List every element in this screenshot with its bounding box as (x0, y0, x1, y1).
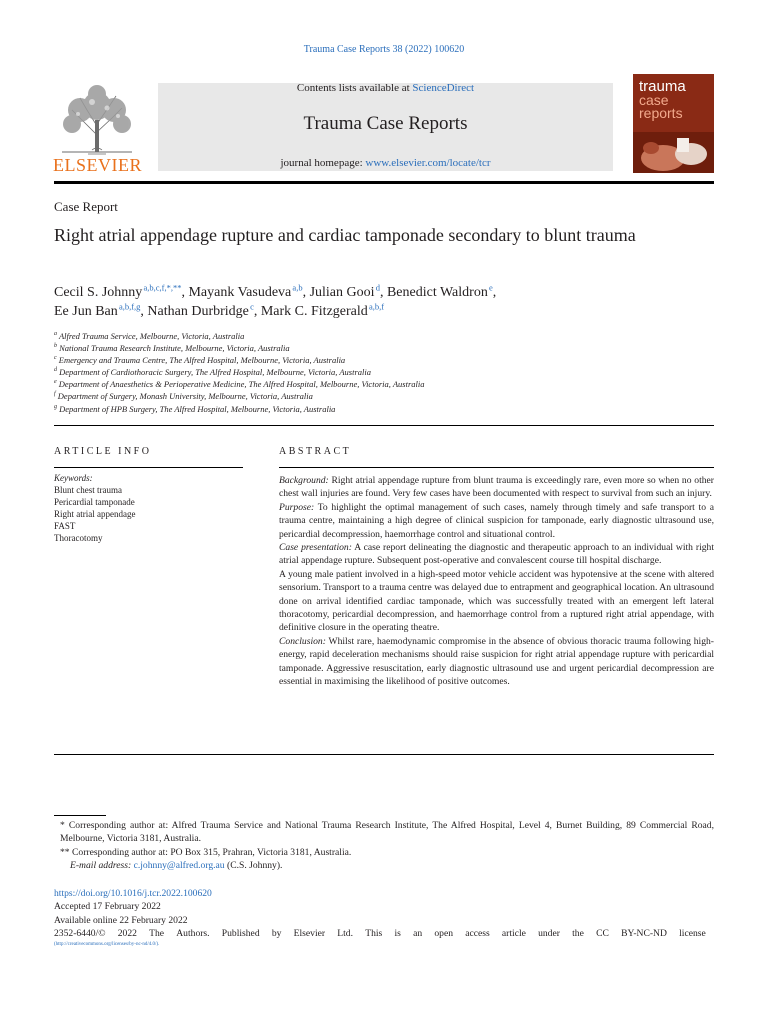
abstract-body (279, 474, 714, 689)
author-name: Mark C. Fitzgerald (260, 304, 368, 319)
homepage-link[interactable]: www.elsevier.com/locate/tcr (365, 157, 491, 169)
keyword-item: Blunt chest trauma (54, 485, 122, 495)
homepage-line (158, 157, 613, 169)
author-name: Nathan Durbridge (147, 304, 249, 319)
affiliation-item: $^b$ National Trauma Research Institute, Melbourne, Victoria, Australia (54, 343, 290, 354)
abstract-rule (279, 467, 714, 468)
article-info-rule (54, 467, 243, 468)
author-name: Mayank Vasudeva (188, 285, 292, 300)
author-name: Cecil S. Johnny (54, 285, 143, 300)
keyword-item: Right atrial appendage (54, 509, 136, 519)
author-name: Julian Gooi (309, 285, 375, 300)
abstract-conclusion: Conclusion: Whilst rare, haemodynamic compromise in the absence of obvious thoracic trauma following high-energy, rapid deceleration mechanisms should raise suspicion for right atrial appendage rupture with pericardial tamponade. Aggressive resuscitation, early diagnostic ultrasound use and urgent pericardial decompression are essential in maximising the likelihood of positive outcomes. (279, 635, 714, 688)
author-list: Cecil S. Johnny $^{a,b,c,f,*,**}$, Mayank Vasudeva $^{a,b}$, Julian Gooi $^d$, Benedict Waldron $^e$, Ee Jun Ban $^{a,b,f,g}$, Nathan Durbridge $^c$, Mark C. Fitzgerald $^{a,b,f}$ (54, 282, 497, 319)
author-name: Ee Jun Ban (54, 304, 118, 319)
author-name: Benedict Waldron (386, 285, 488, 300)
keyword-item: FAST (54, 521, 76, 531)
sciencedirect-link[interactable]: ScienceDirect (412, 82, 475, 94)
article-info-heading: ARTICLE INFO (54, 446, 152, 457)
keywords-label: Keywords: (54, 473, 93, 483)
affiliation-item: $^d$ Department of Cardiothoracic Surgery, The Alfred Hospital, Melbourne, Victoria, Australia (54, 367, 372, 378)
author-affiliation-marks[interactable]: a,b,f (368, 301, 385, 312)
keyword-item: Pericardial tamponade (54, 497, 135, 507)
journal-citation[interactable]: Trauma Case Reports 38 (2022) 100620 (303, 44, 465, 55)
abstract-bottom-rule (54, 754, 714, 755)
corresponding-author-2: ** Corresponding author at: PO Box 315, Prahran, Victoria 3181, Australia. (60, 846, 352, 858)
author-affiliation-marks[interactable]: d (375, 282, 380, 293)
license-statement: 2352-6440/© 2022 The Authors. Published by Elsevier Ltd. This is an open access article under the CC BY-NC-ND license (54, 928, 706, 940)
abstract-background: Background: Right atrial appendage rupture from blunt trauma is exceedingly rare, even more so when no other chest wall injuries are found. Very few cases have been documented with respect to survival from such an injury. (279, 475, 714, 500)
corresponding-author-1: * Corresponding author at: Alfred Trauma Service and National Trauma Research Institute, The Alfred Hospital, Level 4, Burnet Building, 89 Commercial Road, Melbourne, Victoria 3181, Australia. (60, 820, 715, 845)
affiliation-item: $^c$ Emergency and Trauma Centre, The Alfred Hospital, Melbourne, Victoria, Australia (54, 355, 346, 366)
license-url-link[interactable]: (http://creativecommons.org/licenses/by-nc-nd/4.0/). (54, 941, 160, 947)
cover-title-case: case (639, 92, 669, 108)
publication-info (54, 887, 714, 948)
affiliation-item: $^g$ Department of HPB Surgery, The Alfred Hospital, Melbourne, Victoria, Australia (54, 403, 336, 414)
affiliation-item: $^e$ Department of Anaesthetics & Perioperative Medicine, The Alfred Hospital, Melbourne, Victoria, Australia (54, 379, 425, 390)
homepage-prefix: journal homepage: (280, 157, 363, 169)
journal-cover-thumbnail[interactable] (633, 74, 714, 173)
footnote-rule (54, 815, 106, 816)
affiliation-list (54, 330, 694, 415)
affiliation-item: $^a$ Alfred Trauma Service, Melbourne, Victoria, Australia (54, 331, 245, 341)
author-affiliation-marks[interactable]: a,b (292, 282, 303, 293)
accepted-date: Accepted 17 February 2022 (54, 901, 161, 913)
cover-title-trauma: trauma (639, 78, 686, 95)
article-title: Right atrial appendage rupture and cardiac tamponade secondary to blunt trauma (54, 225, 636, 245)
elsevier-wordmark: ELSEVIER (53, 155, 142, 175)
abstract-purpose: Purpose: To highlight the optimal management of such cases, namely through timely and safe transport to a trauma centre, maintaining a high degree of clinical suspicion for tamponade, early diagnostic ultrasound use, pericardial decompression, haemorrhage control and situational control. (279, 501, 714, 540)
email-link[interactable]: c.johnny@alfred.org.au (133, 860, 225, 872)
affiliation-item: $^f$ Department of Surgery, Monash University, Melbourne, Victoria, Australia (54, 391, 313, 402)
cover-title-reports: reports (639, 105, 683, 121)
author-affiliation-marks[interactable]: a,b,f,g (118, 301, 141, 312)
contents-line (158, 82, 613, 94)
keyword-item: Thoracotomy (54, 533, 103, 543)
journal-title: Trauma Case Reports (303, 113, 468, 134)
online-date: Available online 22 February 2022 (54, 914, 188, 926)
abstract-case-presentation: Case presentation: A case report delineating the diagnostic and therapeutic approach to an individual with right atrial appendage rupture. Subsequent post-operative and convalescent course till hospital discharge. (279, 542, 714, 567)
header-rule (54, 181, 714, 184)
section-rule (54, 425, 714, 426)
author-affiliation-marks[interactable]: e (489, 282, 493, 293)
article-type: Case Report (54, 199, 118, 214)
author-affiliation-marks[interactable]: c (250, 301, 254, 312)
contents-prefix: Contents lists available at (296, 82, 410, 94)
abstract-heading: ABSTRACT (279, 446, 352, 457)
abstract-case-detail: A young male patient involved in a high-speed motor vehicle accident was hypotensive at the scene with altered sensorium. Transport to a trauma centre was delayed due to entrapment and geographical location. An ultrasound done on arrival identified cardiac tamponade, which was successfully treated with an emergent left lateral thoracotomy, pericardial decompression, and haemorrhage control from a ruptured right atrial appendage, with definitive closure in the operating theatre. (279, 568, 714, 634)
author-affiliation-marks[interactable]: a,b,c,f,*,** (143, 282, 182, 293)
email-line: E-mail address: c.johnny@alfred.org.au (C.S. Johnny). (70, 860, 283, 872)
keywords-block (54, 472, 244, 544)
cover-photo (633, 132, 714, 173)
footnotes (54, 819, 714, 873)
doi-link[interactable]: https://doi.org/10.1016/j.tcr.2022.100620 (54, 888, 212, 899)
